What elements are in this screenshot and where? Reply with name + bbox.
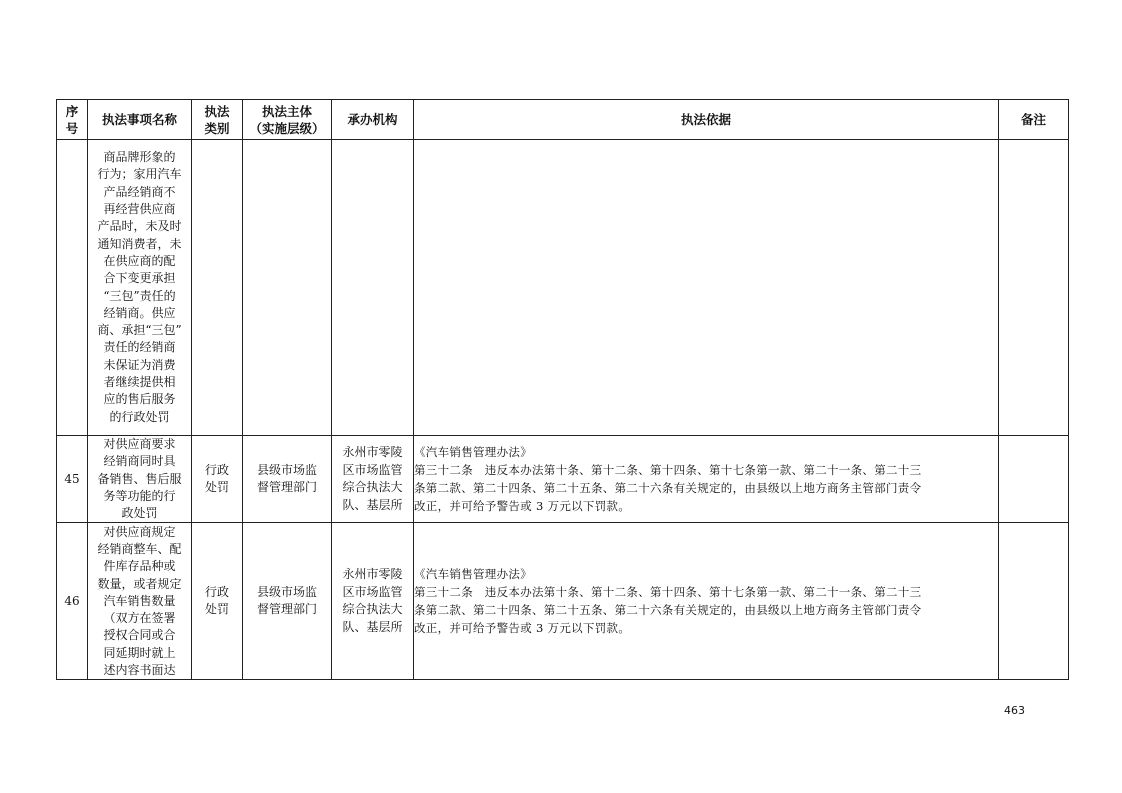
row-no: 45 (57, 436, 88, 523)
table-row (57, 140, 1069, 436)
basis-title: 《汽车销售管理办法》 (414, 567, 532, 582)
row-item-name: 对供应商要求 经销商同时具 备销售、售后服 务等功能的行 政处罚 (88, 436, 192, 523)
row-org: 永州市零陵 区市场监管 综合执法大 队、基层所 (332, 436, 414, 523)
row-remark (999, 523, 1069, 680)
basis-text: 第三十二条 违反本办法第十条、第十二条、第十四条、第十七条第一款、第二十一条、第二十三 条第二款、第二十四条、第二十五条、第二十六条有关规定的，由县级以上地方商务主管部门责令 改正，并可给予警告或 3 万元以下罚款。 (414, 585, 922, 636)
page-number: 463 (1004, 704, 1025, 717)
header-subject: 执法主体 （实施层级） (243, 100, 332, 140)
table-header-row (57, 100, 1069, 140)
row-org: 永州市零陵 区市场监管 综合执法大 队、基层所 (332, 523, 414, 680)
table-row (57, 436, 1069, 523)
basis-text: 第三十二条 违反本办法第十条、第十二条、第十四条、第十七条第一款、第二十一条、第二十三 条第二款、第二十四条、第二十五条、第二十六条有关规定的，由县级以上地方商务主管部门责令 改正，并可给予警告或 3 万元以下罚款。 (414, 463, 922, 514)
basis-title: 《汽车销售管理办法》 (414, 445, 532, 460)
row-subject: 县级市场监 督管理部门 (243, 436, 332, 523)
row-item-name: 商品牌形象的 行为；家用汽车 产品经销商不 再经营供应商 产品时，未及时 通知消费者，未 在供应商的配 合下变更承担 “三包”责任的 经销商。供应 商、承担“三包” 责任的经销商 未保证为消费 者继续提供相 应的售后服务 的行政处罚 (88, 140, 192, 436)
row-remark (999, 436, 1069, 523)
row-no (57, 140, 88, 436)
table-row (57, 523, 1069, 680)
row-category: 行政 处罚 (192, 523, 243, 680)
row-category: 行政 处罚 (192, 436, 243, 523)
row-basis (414, 523, 999, 680)
header-category: 执法 类别 (192, 100, 243, 140)
header-basis: 执法依据 (414, 100, 999, 140)
row-org (332, 140, 414, 436)
header-no: 序 号 (57, 100, 88, 140)
row-basis (414, 140, 999, 436)
row-subject (243, 140, 332, 436)
row-subject: 县级市场监 督管理部门 (243, 523, 332, 680)
header-name: 执法事项名称 (88, 100, 192, 140)
header-remark: 备注 (999, 100, 1069, 140)
row-no: 46 (57, 523, 88, 680)
row-basis (414, 436, 999, 523)
header-org: 承办机构 (332, 100, 414, 140)
row-category (192, 140, 243, 436)
row-item-name: 对供应商规定 经销商整车、配 件库存品种或 数量，或者规定 汽车销售数量 （双方在签署 授权合同或合 同延期时就上 述内容书面达 (88, 523, 192, 680)
enforcement-table (56, 99, 1069, 680)
row-remark (999, 140, 1069, 436)
